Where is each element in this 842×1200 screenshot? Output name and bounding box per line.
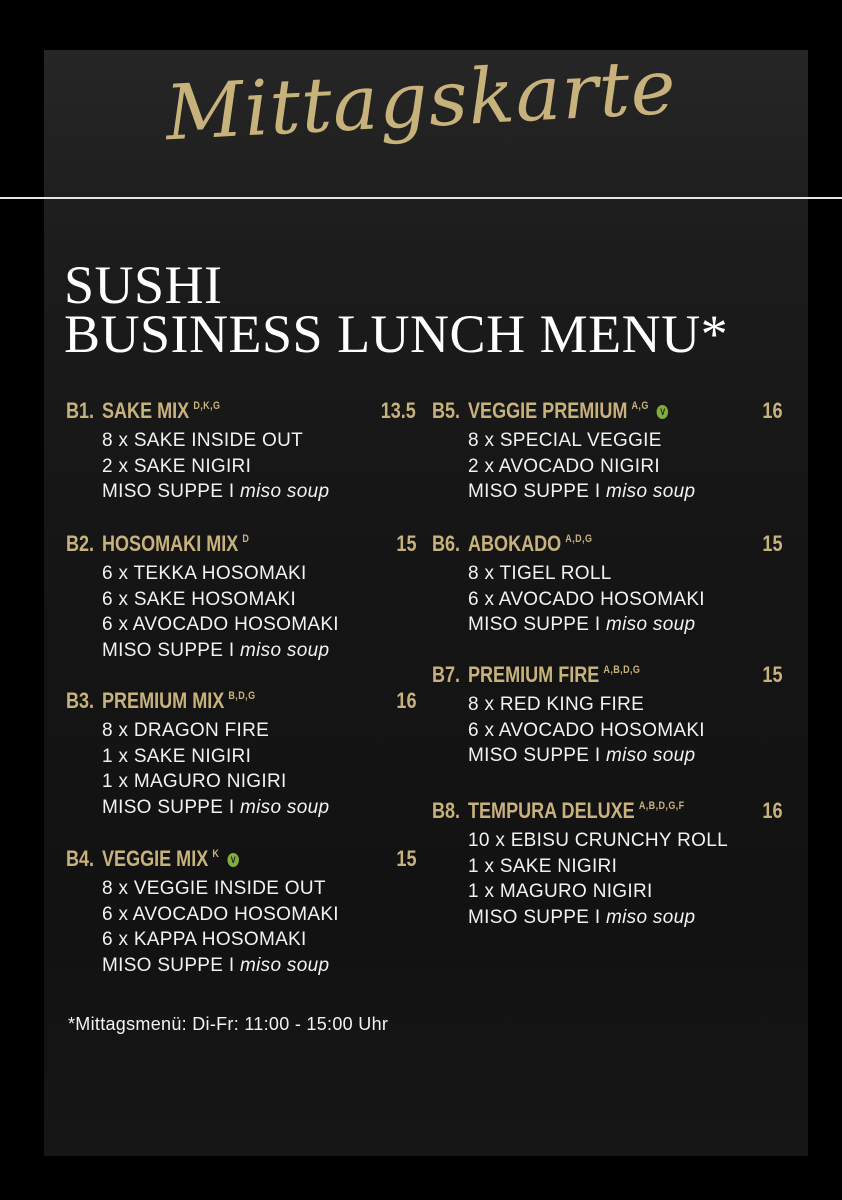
item-allergens: A,B,D,G bbox=[603, 664, 641, 676]
item-soup: MISO SUPPE I miso soup bbox=[102, 954, 330, 976]
item-name: HOSOMAKI MIX $^D$ bbox=[102, 531, 250, 556]
item-name: PREMIUM FIRE $^{A,B,D,G}$ bbox=[468, 662, 641, 687]
heading-line-1: SUSHI bbox=[64, 255, 223, 315]
item-allergens: A,D,G bbox=[565, 533, 593, 545]
item-soup: MISO SUPPE I miso soup bbox=[102, 481, 330, 502]
item-name: VEGGIE MIX $^K$ V bbox=[102, 846, 239, 872]
item-line: 6 x AVOCADO HOSOMAKI bbox=[102, 614, 339, 635]
menu-item-b1 bbox=[66, 398, 416, 505]
menu-item-b6 bbox=[432, 531, 782, 638]
item-code: B8. bbox=[432, 798, 461, 823]
item-line: 1 x SAKE NIGIRI bbox=[102, 745, 252, 767]
item-price: 15 bbox=[395, 531, 416, 556]
item-name: VEGGIE PREMIUM $^{A,G}$ V bbox=[468, 398, 668, 424]
menu-item-b8 bbox=[432, 798, 782, 930]
item-line: 6 x AVOCADO HOSOMAKI bbox=[468, 588, 705, 610]
item-price: 13.5 bbox=[380, 398, 416, 423]
menu-item-b2 bbox=[66, 531, 416, 663]
item-line: 6 x KAPPA HOSOMAKI bbox=[102, 929, 307, 950]
lunch-hours-footnote: *Mittagsmenü: Di-Fr: 11:00 - 15:00 Uhr bbox=[68, 1014, 389, 1034]
item-code: B5. bbox=[432, 398, 461, 423]
item-price: 15 bbox=[761, 531, 782, 556]
item-code: B4. bbox=[66, 846, 95, 871]
item-code: B3. bbox=[66, 688, 95, 713]
veggie-leaf-icon: V bbox=[227, 853, 238, 867]
item-name: ABOKADO $^{A,D,G}$ bbox=[468, 531, 593, 556]
item-code: B6. bbox=[432, 531, 461, 556]
item-allergens: D bbox=[242, 533, 250, 545]
menu-item-b3 bbox=[66, 688, 416, 820]
item-soup: MISO SUPPE I miso soup bbox=[102, 639, 330, 661]
item-price: 15 bbox=[395, 846, 416, 871]
item-name: PREMIUM MIX $^{B,D,G}$ bbox=[102, 688, 256, 713]
item-line: 8 x TIGEL ROLL bbox=[468, 563, 612, 584]
item-soup: MISO SUPPE I miso soup bbox=[468, 745, 696, 766]
item-code: B1. bbox=[66, 398, 95, 423]
title-divider bbox=[0, 197, 842, 199]
item-line: 8 x DRAGON FIRE bbox=[102, 720, 270, 741]
item-line: 2 x AVOCADO NIGIRI bbox=[468, 455, 660, 477]
item-allergens: A,B,D,G,F bbox=[638, 800, 685, 812]
item-name: SAKE MIX $^{D,K,G}$ bbox=[102, 398, 221, 423]
item-allergens: D,K,G bbox=[193, 400, 221, 412]
item-line: 1 x MAGURO NIGIRI bbox=[102, 771, 287, 792]
item-allergens: B,D,G bbox=[228, 690, 256, 702]
menu-item-b4 bbox=[66, 846, 416, 978]
item-line: 1 x MAGURO NIGIRI bbox=[468, 881, 653, 902]
item-line: 6 x TEKKA HOSOMAKI bbox=[102, 563, 307, 584]
item-line: 10 x EBISU CRUNCHY ROLL bbox=[468, 830, 728, 851]
item-price: 15 bbox=[761, 662, 782, 687]
item-line: 1 x SAKE NIGIRI bbox=[468, 855, 618, 877]
item-line: 2 x SAKE NIGIRI bbox=[102, 455, 252, 477]
item-soup: MISO SUPPE I miso soup bbox=[468, 906, 696, 928]
heading-line-2: BUSINESS LUNCH MENU* bbox=[64, 304, 729, 364]
veggie-leaf-icon: V bbox=[657, 405, 668, 419]
menu-item-b7 bbox=[432, 662, 782, 769]
item-code: B7. bbox=[432, 662, 461, 687]
item-line: 6 x AVOCADO HOSOMAKI bbox=[102, 903, 339, 925]
item-line: 8 x RED KING FIRE bbox=[468, 694, 645, 715]
item-line: 8 x SPECIAL VEGGIE bbox=[468, 430, 662, 451]
item-price: 16 bbox=[395, 688, 416, 713]
item-soup: MISO SUPPE I miso soup bbox=[468, 481, 696, 502]
item-price: 16 bbox=[761, 798, 782, 823]
item-code: B2. bbox=[66, 531, 95, 556]
item-soup: MISO SUPPE I miso soup bbox=[102, 796, 330, 818]
item-price: 16 bbox=[761, 398, 782, 423]
menu-script-title: Mittagskarte bbox=[163, 41, 679, 158]
item-line: 8 x SAKE INSIDE OUT bbox=[102, 430, 304, 451]
item-name: TEMPURA DELUXE $^{A,B,D,G,F}$ bbox=[468, 798, 685, 823]
item-line: 8 x VEGGIE INSIDE OUT bbox=[102, 878, 326, 899]
menu-item-b5 bbox=[432, 398, 782, 505]
item-line: 6 x SAKE HOSOMAKI bbox=[102, 588, 297, 610]
item-allergens: A,G bbox=[631, 400, 649, 412]
item-allergens: K bbox=[212, 848, 220, 860]
item-soup: MISO SUPPE I miso soup bbox=[468, 614, 696, 635]
item-line: 6 x AVOCADO HOSOMAKI bbox=[468, 719, 705, 741]
